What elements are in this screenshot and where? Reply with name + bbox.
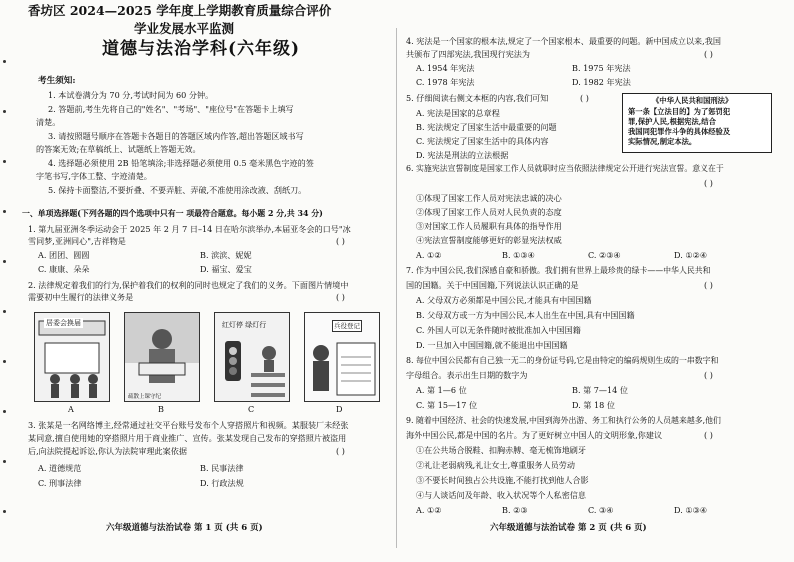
option-a: A. 宪法是国家的总章程 bbox=[416, 108, 500, 118]
student-illustration bbox=[125, 313, 199, 401]
option-b: B. ①③④ bbox=[502, 250, 535, 260]
question-4: 4. 宪法是一个国家的根本法,规定了一个国家根本、最重要的问题。新中国成立以来,我国 bbox=[406, 36, 721, 46]
statement-1: ①体现了国家工作人员对宪法忠诚的决心 bbox=[416, 193, 562, 203]
option-c: C. 1978 年宪法 bbox=[416, 77, 475, 87]
statement-4: ④宪法宣誓制度能够更好的彰显宪法权威 bbox=[416, 235, 562, 245]
option-d: D. 行政法规 bbox=[200, 478, 244, 488]
statement-1: ①在公共场合脱鞋、扣胸赤膊、毫无梳饰地刷牙 bbox=[416, 445, 586, 455]
option-b: B. 1975 年宪法 bbox=[572, 63, 631, 73]
answer-blank[interactable]: ( ) bbox=[336, 446, 345, 456]
statement-2: ②礼让老弱病残,礼让女士,尊重服务人员劳动 bbox=[416, 460, 575, 470]
statement-3: ③对国家工作人员履职有具体的指导作用 bbox=[416, 221, 562, 231]
notice-heading: 考生须知: bbox=[38, 76, 76, 86]
notice-line: 5. 保持卡面整洁,不要折叠、不要弄脏、弄破,不准使用涂改液、刮纸刀。 bbox=[48, 185, 307, 195]
picture-label-a: A bbox=[68, 404, 74, 414]
option-a: A. 道德规范 bbox=[38, 463, 82, 473]
option-a: A. 1954 年宪法 bbox=[416, 63, 475, 73]
law-box-line: 我国同犯罪作斗争的具体经验及 bbox=[628, 127, 731, 136]
answer-blank[interactable]: ( ) bbox=[704, 280, 713, 290]
page-1 bbox=[14, 0, 388, 562]
question-8-cont: 字母组合。表示出生日期的数字为 bbox=[406, 370, 528, 380]
option-a: A. 父母双方必须都是中国公民,才能具有中国国籍 bbox=[416, 295, 592, 305]
question-3-cont: 后,向法院提起诉讼,你认为法院审理此案依据 bbox=[28, 446, 187, 456]
header-line-2: 学业发展水平监测 bbox=[134, 21, 235, 36]
option-b: B. 民事法律 bbox=[200, 463, 244, 473]
notice-line: 的答案无效;在草稿纸上、试题纸上答题无效。 bbox=[36, 144, 201, 154]
picture-b-caption: 疏散上课守纪 bbox=[128, 394, 162, 400]
section-heading: 一、单项选择题(下列各题的四个选项中只有一 项最符合题意。每小题 2 分,共 34 分) bbox=[22, 209, 323, 218]
notice-line: 字笔书写,字体工整、字迹清楚。 bbox=[36, 171, 152, 181]
notice-line: 清楚。 bbox=[36, 117, 61, 127]
option-a: A. 第 1—6 位 bbox=[416, 385, 467, 395]
option-c: C. ③④ bbox=[588, 505, 614, 515]
option-c: C. 外国人可以无条件随时被批准加入中国国籍 bbox=[416, 325, 581, 335]
picture-d-caption: 兵役登记 bbox=[334, 322, 360, 330]
statement-4: ④与人谈话问及年龄、收入状况等个人私密信息 bbox=[416, 490, 586, 500]
question-7: 7. 作为中国公民,我们深感自豪和骄傲。我们拥有世界上最珍贵的绿卡——中华人民共和 bbox=[406, 266, 711, 275]
option-b: B. 宪法规定了国家生活中最重要的问题 bbox=[416, 122, 557, 132]
option-a: A. ①② bbox=[416, 505, 442, 515]
header-line-1: 香坊区 2024—2025 学年度上学期教育质量综合评价 bbox=[28, 3, 332, 18]
page-footer: 六年级道德与法治试卷 第 2 页 (共 6 页) bbox=[490, 523, 647, 533]
notice-line: 4. 选择题必须使用 2B 铅笔填涂;非选择题必须使用 0.5 毫米黑色字迹的签 bbox=[48, 158, 314, 168]
option-d: D. 第 18 位 bbox=[572, 400, 615, 410]
law-box-line: 罪,保护人民,根据宪法,结合 bbox=[628, 117, 716, 126]
option-b: B. 父母双方或一方为中国公民,本人出生在中国,具有中国国籍 bbox=[416, 310, 635, 320]
question-3: 3. 张某是一名网络博主,经常通过社交平台账号发布个人穿搭照片和视频。某服装厂未经张 bbox=[28, 420, 349, 430]
page-divider bbox=[396, 28, 397, 548]
picture-a-caption: 居委会换届 bbox=[46, 319, 81, 327]
option-d: D. ①②④ bbox=[674, 250, 708, 260]
law-box-title: 《中华人民共和国刑法》 bbox=[652, 96, 733, 105]
option-c: C. 第 15—17 位 bbox=[416, 400, 478, 410]
statement-3: ③不要长时间独占公共设施,不能打扰到他人合影 bbox=[416, 475, 589, 485]
picture-label-c: C bbox=[248, 404, 255, 414]
option-b: B. ②③ bbox=[502, 505, 528, 515]
option-b: B. 滨滨、妮妮 bbox=[200, 250, 252, 260]
option-c: C. 宪法规定了国家生活中的具体内容 bbox=[416, 136, 549, 146]
question-1: 1. 第九届亚洲冬季运动会于 2025 年 2 月 7 日–14 日在哈尔滨举办,本届亚冬会的口号"冰 bbox=[28, 224, 351, 234]
option-a: A. ①② bbox=[416, 250, 442, 260]
picture-label-b: B bbox=[158, 404, 164, 414]
question-7-cont: 国的国籍。关于中国国籍,下列说法认识正确的是 bbox=[406, 280, 579, 290]
picture-label-d: D bbox=[336, 404, 343, 414]
picture-c-caption: 红灯停 绿灯行 bbox=[222, 321, 267, 329]
page-2 bbox=[404, 0, 782, 562]
option-a: A. 团团、圆圆 bbox=[38, 250, 90, 260]
question-1-cont: 雪同梦,亚洲同心",吉祥物是 bbox=[28, 236, 126, 246]
question-9-cont: 海外中国公民,都是中国的名片。为了更好树立中国人的文明形象,你建议 bbox=[406, 430, 663, 440]
question-2-cont: 需要初中生履行的法律义务是 bbox=[28, 292, 134, 302]
statement-2: ②体现了国家工作人员对人民负责的态度 bbox=[416, 207, 562, 217]
option-d: D. 福宝、爱宝 bbox=[200, 264, 252, 274]
question-9: 9. 随着中国经济、社会的快速发展,中国到海外出游、务工和执行公务的人员越来越多,他们 bbox=[406, 416, 721, 425]
question-6: 6. 实施宪法宣誓制度是国家工作人员就职时应当依照法律规定公开进行宪法宣誓。意义在于 bbox=[406, 164, 724, 173]
notice-line: 3. 请按照题号顺序在答题卡各题目的答题区域内作答,超出答题区域书写 bbox=[48, 131, 304, 141]
question-8: 8. 每位中国公民都有自己独一无二的身份证号码,它是由特定的编码规则生成的一串数字和 bbox=[406, 356, 719, 365]
notice-line: 1. 本试卷满分为 70 分,考试时间为 60 分钟。 bbox=[48, 90, 214, 100]
option-d: D. 宪法是刑法的立法根据 bbox=[416, 150, 509, 160]
answer-blank[interactable]: ( ) bbox=[704, 370, 713, 380]
answer-blank[interactable]: ( ) bbox=[580, 93, 589, 103]
notice-line: 2. 答题前,考生先将自己的"姓名"、"考场"、"座位号"在答题卡上填写 bbox=[48, 104, 294, 114]
law-box-line: 第一条【立法目的】为了惩罚犯 bbox=[628, 107, 731, 116]
picture-b bbox=[124, 312, 200, 402]
answer-blank[interactable]: ( ) bbox=[336, 236, 345, 246]
law-box-line: 实际情况,制定本法。 bbox=[628, 137, 697, 146]
question-2: 2. 法律规定着我们的行为,保护着我们的权利的同时也规定了我们的义务。下面图片情境中 bbox=[28, 280, 349, 290]
question-4-cont: 共颁布了四部宪法,我国现行宪法为 bbox=[406, 49, 530, 59]
option-c: C. ②③④ bbox=[588, 250, 621, 260]
answer-blank[interactable]: ( ) bbox=[704, 178, 713, 188]
answer-blank[interactable]: ( ) bbox=[336, 292, 345, 302]
question-3-cont: 某同意,擅自使用她的穿搭照片用于商业推广、宣传。张某发现自己发布的穿搭照片被盗用 bbox=[28, 433, 347, 443]
option-d: D. 一旦加入中国国籍,就不能退出中国国籍 bbox=[416, 340, 568, 350]
option-d: D. ①③④ bbox=[674, 505, 708, 515]
option-c: C. 刑事法律 bbox=[38, 478, 82, 488]
option-b: B. 第 7—14 位 bbox=[572, 385, 628, 395]
option-d: D. 1982 年宪法 bbox=[572, 77, 631, 87]
option-c: C. 康康、朵朵 bbox=[38, 264, 90, 274]
answer-blank[interactable]: ( ) bbox=[704, 430, 713, 440]
subject-title: 道德与法治学科(六年级) bbox=[102, 39, 301, 59]
question-5: 5. 仔细阅读右侧文本框的内容,我们可知 bbox=[406, 93, 549, 103]
page-footer: 六年级道德与法治试卷 第 1 页 (共 6 页) bbox=[106, 523, 263, 533]
answer-blank[interactable]: ( ) bbox=[704, 49, 713, 59]
